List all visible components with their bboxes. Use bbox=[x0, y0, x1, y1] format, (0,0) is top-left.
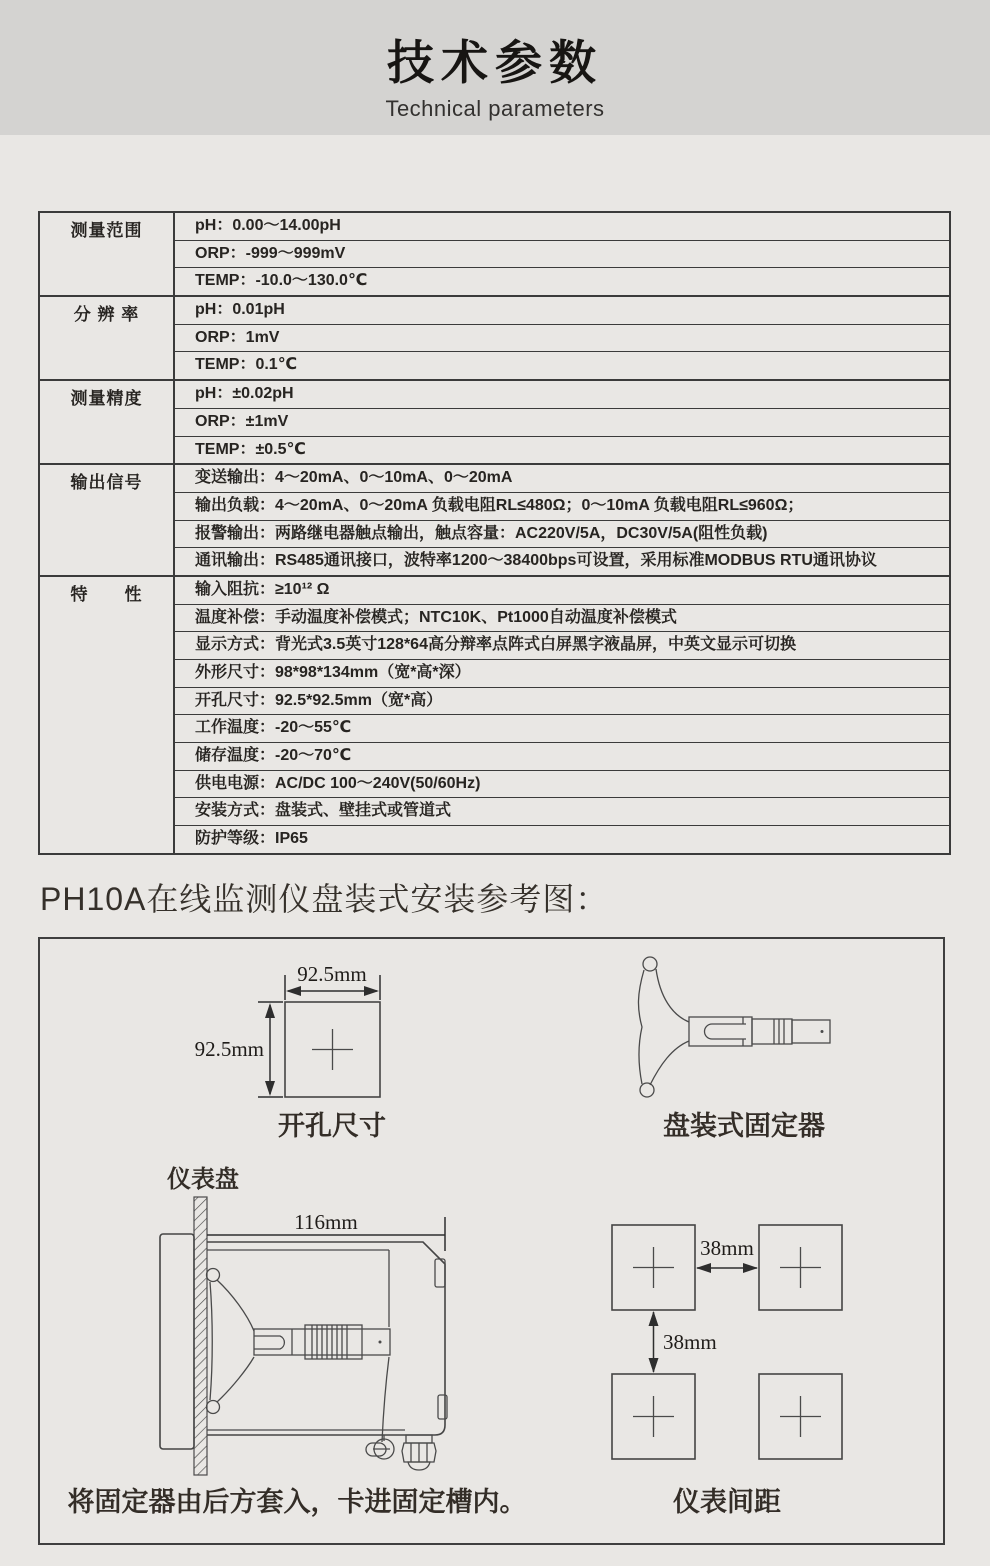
spec-row: TEMP：-10.0～130.0℃ bbox=[175, 267, 949, 295]
spec-row: 储存温度：-20～70℃ bbox=[175, 742, 949, 770]
cutout-height-dim: 92.5mm bbox=[194, 1037, 264, 1061]
spec-row: TEMP：0.1℃ bbox=[175, 351, 949, 379]
cutout-drawing bbox=[195, 962, 386, 1142]
panel-label: 仪表盘 bbox=[167, 1165, 239, 1193]
spec-category-rows bbox=[173, 297, 949, 379]
spacing-caption: 仪表间距 bbox=[673, 1487, 781, 1518]
spec-row: TEMP：±0.5℃ bbox=[175, 436, 949, 464]
spec-category-range bbox=[40, 213, 949, 295]
spec-row: 外形尺寸：98*98*134mm（宽*高*深） bbox=[175, 659, 949, 687]
fixer-caption: 盘装式固定器 bbox=[663, 1111, 825, 1142]
side-view-drawing bbox=[68, 1165, 527, 1518]
spec-table bbox=[38, 211, 951, 855]
spec-row: 工作温度：-20～55℃ bbox=[175, 714, 949, 742]
spec-row: 输入阻抗：≥10¹² Ω bbox=[195, 580, 330, 598]
spec-row: ORP：±1mV bbox=[175, 408, 949, 436]
cutout-width-dim: 92.5mm bbox=[297, 962, 367, 986]
spec-row: pH：0.01pH bbox=[195, 301, 285, 319]
spec-category-rows bbox=[173, 577, 949, 853]
spec-category-label: 输出信号 bbox=[70, 473, 143, 493]
page-title: 技术参数 bbox=[387, 36, 603, 89]
spec-row: pH：0.00～14.00pH bbox=[195, 217, 341, 234]
spec-category-output bbox=[40, 463, 949, 575]
spec-row: ORP：-999～999mV bbox=[175, 240, 949, 268]
header bbox=[0, 0, 990, 135]
spec-category-label: 测量精度 bbox=[70, 389, 143, 409]
cutout-caption: 开孔尺寸 bbox=[278, 1111, 386, 1142]
spec-row: 通讯输出：RS485通讯接口，波特率1200～38400bps可设置，采用标准MODBUS RTU通讯协议 bbox=[175, 547, 949, 575]
spec-category-label: 测量范围 bbox=[70, 221, 143, 240]
spec-category-label: 特 性 bbox=[70, 584, 143, 604]
fixer-drawing bbox=[638, 957, 830, 1142]
spec-row: pH：±0.02pH bbox=[195, 385, 294, 403]
spec-category-label: 分 辨 率 bbox=[73, 305, 140, 325]
depth-dim: 116mm bbox=[294, 1210, 358, 1234]
spec-row: 防护等级：IP65 bbox=[175, 825, 949, 853]
spec-row: 开孔尺寸：92.5*92.5mm（宽*高） bbox=[175, 687, 949, 715]
spacing-h-dim: 38mm bbox=[700, 1236, 754, 1260]
spec-category-rows bbox=[173, 213, 949, 295]
spec-row: 安装方式：盘装式、壁挂式或管道式 bbox=[175, 797, 949, 825]
spec-row: 报警输出：两路继电器触点输出，触点容量：AC220V/5A，DC30V/5A(阻性负载) bbox=[175, 520, 949, 548]
spec-row: 供电电源：AC/DC 100～240V(50/60Hz) bbox=[175, 770, 949, 798]
spec-category-accuracy bbox=[40, 379, 949, 463]
spec-category-features bbox=[40, 575, 949, 853]
page-subtitle: Technical parameters bbox=[385, 96, 605, 121]
section-title: PH10A在线监测仪盘装式安装参考图： bbox=[40, 881, 609, 917]
spec-category-resolution bbox=[40, 295, 949, 379]
spacing-drawing bbox=[612, 1225, 842, 1518]
spacing-v-dim: 38mm bbox=[663, 1330, 717, 1354]
spec-category-rows bbox=[173, 381, 949, 463]
installation-diagram bbox=[38, 937, 945, 1545]
spec-row: 显示方式：背光式3.5英寸128*64高分辩率点阵式白屏黑字液晶屏，中英文显示可切换 bbox=[175, 631, 949, 659]
spec-row: 输出负载：4～20mA、0～20mA 负载电阻RL≤480Ω；0～10mA 负载电阻RL≤960Ω； bbox=[175, 492, 949, 520]
side-view-caption: 将固定器由后方套入，卡进固定槽内。 bbox=[67, 1487, 527, 1518]
spec-row: ORP：1mV bbox=[175, 324, 949, 352]
spec-category-rows bbox=[173, 465, 949, 575]
spec-row: 变送输出：4～20mA、0～10mA、0～20mA bbox=[195, 469, 513, 487]
spec-row: 温度补偿：手动温度补偿模式；NTC10K、Pt1000自动温度补偿模式 bbox=[175, 604, 949, 632]
